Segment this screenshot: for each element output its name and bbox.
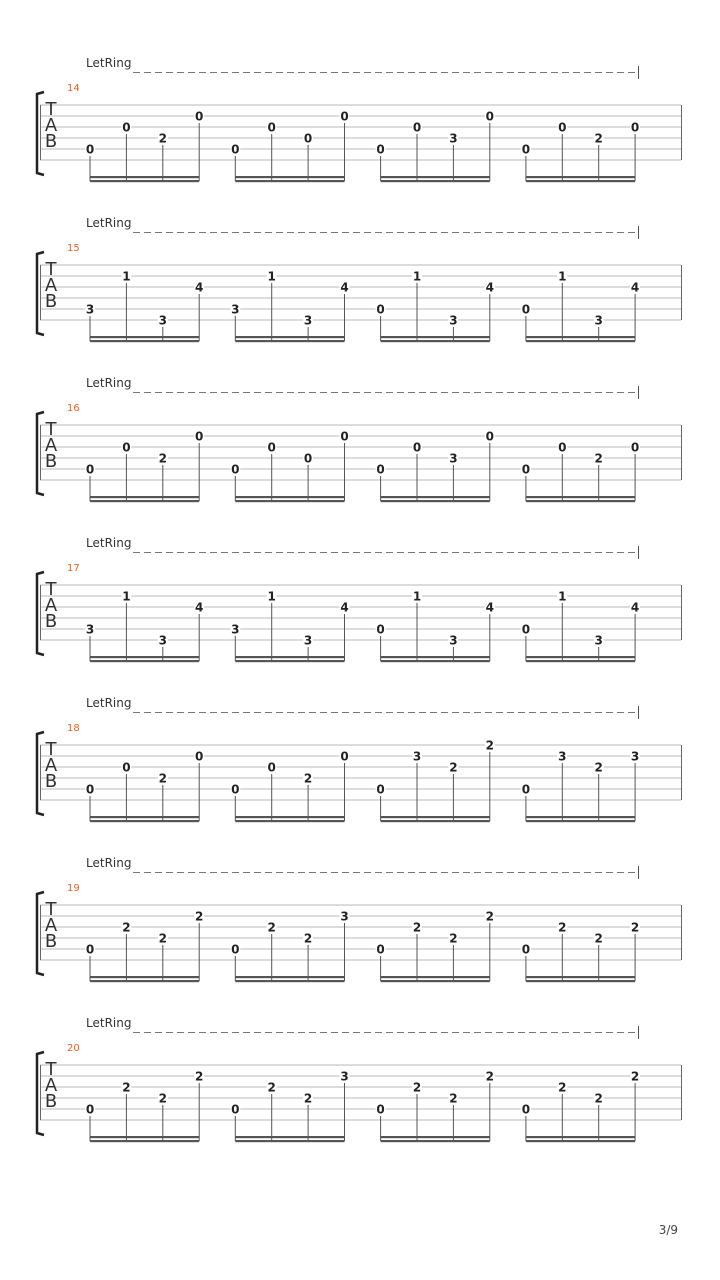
fret-number: 3 (449, 451, 458, 466)
tab-clef-letter: B (44, 131, 58, 152)
note-beam (381, 1136, 490, 1138)
fret-number: 0 (485, 429, 494, 444)
fret-number: 0 (122, 760, 131, 775)
fret-number: 2 (485, 738, 494, 753)
note-beam (235, 976, 344, 978)
let-ring-label: LetRing (86, 56, 132, 70)
fret-number: 0 (267, 760, 276, 775)
fret-number: 2 (449, 1091, 458, 1106)
measure-number: 16 (67, 403, 80, 414)
fret-number: 0 (558, 440, 567, 455)
tab-system (0, 216, 720, 376)
fret-number: 0 (340, 109, 349, 124)
note-beam (90, 496, 199, 498)
fret-number: 0 (376, 302, 385, 317)
fret-number: 1 (412, 269, 422, 284)
note-beam (526, 816, 635, 818)
fret-number: 0 (521, 302, 531, 317)
tab-system (0, 56, 720, 216)
tab-clef-letter: T (45, 1059, 57, 1080)
fret-number: 0 (231, 942, 240, 957)
fret-number: 2 (195, 1069, 204, 1084)
tab-clef-letter: T (45, 739, 57, 760)
note-beam (526, 176, 635, 178)
note-beam (90, 820, 199, 822)
note-beam (90, 816, 199, 818)
note-beam (526, 980, 635, 982)
fret-number: 2 (158, 451, 167, 466)
fret-number: 4 (340, 600, 349, 615)
fret-number: 0 (231, 1102, 240, 1117)
fret-number: 2 (412, 920, 422, 935)
tab-staff (0, 536, 720, 696)
fret-number: 4 (340, 280, 349, 295)
fret-number: 2 (594, 451, 603, 466)
measure-number: 19 (67, 883, 80, 894)
fret-number: 2 (158, 771, 167, 786)
fret-number: 3 (340, 909, 349, 924)
fret-number: 2 (449, 931, 458, 946)
fret-number: 0 (195, 429, 204, 444)
note-beam (526, 500, 635, 502)
note-beam (381, 340, 490, 342)
tab-system (0, 1016, 720, 1176)
note-beam (90, 1140, 199, 1142)
fret-number: 2 (267, 920, 276, 935)
fret-number: 0 (122, 120, 131, 135)
note-beam (381, 176, 490, 178)
note-beam (90, 976, 199, 978)
fret-number: 0 (231, 142, 240, 157)
tab-staff (0, 1016, 720, 1176)
measure-number: 15 (67, 243, 80, 254)
note-beam (235, 176, 344, 178)
note-beam (90, 180, 199, 182)
measure-number: 20 (67, 1043, 80, 1054)
fret-number: 1 (558, 589, 567, 604)
fret-number: 2 (412, 1080, 422, 1095)
fret-number: 3 (303, 313, 313, 328)
fret-number: 1 (412, 589, 422, 604)
note-beam (235, 660, 344, 662)
tab-clef-letter: A (44, 1075, 58, 1096)
note-beam (526, 1140, 635, 1142)
note-beam (381, 816, 490, 818)
fret-number: 2 (558, 920, 567, 935)
fret-number: 0 (630, 120, 640, 135)
tab-staff (0, 376, 720, 536)
fret-number: 2 (158, 131, 167, 146)
fret-number: 3 (231, 622, 240, 637)
fret-number: 0 (521, 622, 531, 637)
note-beam (235, 336, 344, 338)
note-beam (90, 660, 199, 662)
note-beam (381, 336, 490, 338)
tab-clef-letter: T (45, 259, 57, 280)
tab-clef-letter: B (44, 451, 58, 472)
fret-number: 0 (521, 942, 531, 957)
fret-number: 0 (85, 942, 95, 957)
note-beam (235, 1136, 344, 1138)
note-beam (526, 976, 635, 978)
fret-number: 0 (303, 451, 313, 466)
note-beam (381, 180, 490, 182)
tab-clef-letter: A (44, 115, 58, 136)
fret-number: 3 (85, 302, 95, 317)
fret-number: 2 (267, 1080, 276, 1095)
note-beam (526, 820, 635, 822)
note-beam (381, 496, 490, 498)
tab-clef-letter: T (45, 99, 57, 120)
tab-clef-letter: A (44, 595, 58, 616)
fret-number: 3 (449, 131, 458, 146)
fret-number: 3 (449, 313, 458, 328)
note-beam (235, 496, 344, 498)
fret-number: 2 (122, 920, 131, 935)
fret-number: 0 (558, 120, 567, 135)
tab-clef-letter: B (44, 771, 58, 792)
fret-number: 3 (158, 313, 167, 328)
note-beam (235, 820, 344, 822)
fret-number: 2 (630, 920, 640, 935)
tab-staff (0, 216, 720, 376)
note-beam (381, 660, 490, 662)
note-beam (526, 1136, 635, 1138)
fret-number: 2 (594, 131, 603, 146)
fret-number: 3 (85, 622, 95, 637)
fret-number: 1 (122, 589, 131, 604)
fret-number: 2 (594, 760, 603, 775)
fret-number: 0 (340, 429, 349, 444)
fret-number: 2 (594, 931, 603, 946)
note-beam (526, 340, 635, 342)
tab-staff (0, 56, 720, 216)
measure-number: 17 (67, 563, 80, 574)
tab-system (0, 376, 720, 536)
tab-clef-letter: T (45, 419, 57, 440)
fret-number: 2 (122, 1080, 131, 1095)
fret-number: 0 (267, 120, 276, 135)
let-ring-label: LetRing (86, 376, 132, 390)
note-beam (381, 656, 490, 658)
fret-number: 4 (630, 600, 640, 615)
note-beam (235, 1140, 344, 1142)
fret-number: 0 (485, 109, 494, 124)
fret-number: 1 (558, 269, 567, 284)
fret-number: 0 (521, 462, 531, 477)
fret-number: 0 (412, 440, 422, 455)
fret-number: 2 (449, 760, 458, 775)
let-ring-label: LetRing (86, 216, 132, 230)
tab-system (0, 536, 720, 696)
fret-number: 2 (158, 1091, 167, 1106)
fret-number: 0 (521, 782, 531, 797)
tab-clef-letter: B (44, 1091, 58, 1112)
fret-number: 2 (303, 771, 313, 786)
note-beam (90, 500, 199, 502)
fret-number: 0 (376, 942, 385, 957)
fret-number: 0 (231, 782, 240, 797)
fret-number: 2 (594, 1091, 603, 1106)
note-beam (381, 976, 490, 978)
fret-number: 0 (195, 749, 204, 764)
fret-number: 2 (158, 931, 167, 946)
fret-number: 3 (594, 633, 603, 648)
note-beam (235, 816, 344, 818)
note-beam (235, 656, 344, 658)
tab-clef-letter: T (45, 579, 57, 600)
note-beam (526, 496, 635, 498)
fret-number: 0 (521, 142, 531, 157)
fret-number: 3 (231, 302, 240, 317)
fret-number: 3 (630, 749, 640, 764)
fret-number: 2 (485, 1069, 494, 1084)
tab-system (0, 696, 720, 856)
fret-number: 0 (376, 462, 385, 477)
fret-number: 0 (195, 109, 204, 124)
fret-number: 0 (521, 1102, 531, 1117)
note-beam (381, 820, 490, 822)
tab-staff (0, 696, 720, 856)
note-beam (235, 500, 344, 502)
tab-clef-letter: A (44, 435, 58, 456)
fret-number: 0 (340, 749, 349, 764)
note-beam (235, 980, 344, 982)
note-beam (90, 1136, 199, 1138)
note-beam (381, 1140, 490, 1142)
note-beam (235, 340, 344, 342)
fret-number: 0 (376, 622, 385, 637)
fret-number: 4 (485, 600, 494, 615)
let-ring-label: LetRing (86, 1016, 132, 1030)
note-beam (381, 980, 490, 982)
fret-number: 0 (267, 440, 276, 455)
tab-clef-letter: B (44, 611, 58, 632)
let-ring-label: LetRing (86, 696, 132, 710)
fret-number: 3 (449, 633, 458, 648)
fret-number: 3 (158, 633, 167, 648)
tab-system (0, 856, 720, 1016)
note-beam (381, 500, 490, 502)
fret-number: 0 (85, 1102, 95, 1117)
fret-number: 2 (303, 1091, 313, 1106)
page-indicator: 3/9 (658, 1223, 678, 1237)
note-beam (526, 180, 635, 182)
fret-number: 2 (195, 909, 204, 924)
fret-number: 3 (558, 749, 567, 764)
tab-staff (0, 856, 720, 1016)
fret-number: 2 (303, 931, 313, 946)
tab-clef-letter: A (44, 755, 58, 776)
note-beam (90, 340, 199, 342)
note-beam (235, 180, 344, 182)
fret-number: 2 (485, 909, 494, 924)
tab-clef-letter: T (45, 899, 57, 920)
let-ring-label: LetRing (86, 856, 132, 870)
fret-number: 0 (376, 1102, 385, 1117)
fret-number: 0 (85, 142, 95, 157)
fret-number: 4 (195, 600, 204, 615)
fret-number: 0 (231, 462, 240, 477)
note-beam (90, 176, 199, 178)
fret-number: 0 (85, 462, 95, 477)
fret-number: 0 (85, 782, 95, 797)
fret-number: 4 (630, 280, 640, 295)
fret-number: 2 (558, 1080, 567, 1095)
fret-number: 3 (340, 1069, 349, 1084)
note-beam (526, 656, 635, 658)
measure-number: 14 (67, 83, 80, 94)
fret-number: 3 (412, 749, 422, 764)
fret-number: 0 (630, 440, 640, 455)
tab-clef-letter: A (44, 275, 58, 296)
fret-number: 4 (195, 280, 204, 295)
let-ring-label: LetRing (86, 536, 132, 550)
fret-number: 1 (122, 269, 131, 284)
tab-clef-letter: B (44, 291, 58, 312)
fret-number: 0 (122, 440, 131, 455)
fret-number: 3 (303, 633, 313, 648)
fret-number: 1 (267, 589, 276, 604)
fret-number: 4 (485, 280, 494, 295)
fret-number: 2 (630, 1069, 640, 1084)
fret-number: 0 (412, 120, 422, 135)
fret-number: 0 (376, 142, 385, 157)
fret-number: 0 (303, 131, 313, 146)
fret-number: 1 (267, 269, 276, 284)
note-beam (526, 336, 635, 338)
note-beam (90, 336, 199, 338)
tab-clef-letter: B (44, 931, 58, 952)
measure-number: 18 (67, 723, 80, 734)
note-beam (526, 660, 635, 662)
tab-clef-letter: A (44, 915, 58, 936)
fret-number: 0 (376, 782, 385, 797)
note-beam (90, 980, 199, 982)
note-beam (90, 656, 199, 658)
fret-number: 3 (594, 313, 603, 328)
